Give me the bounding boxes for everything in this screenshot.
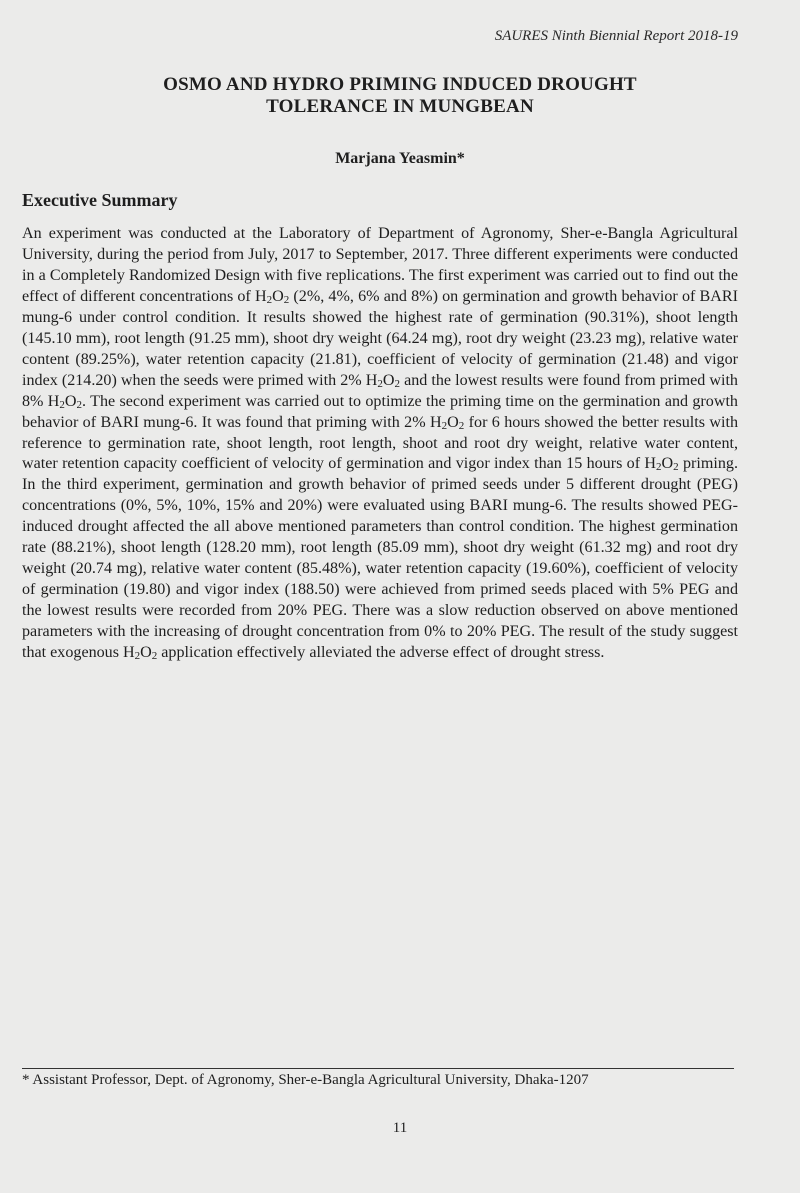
section-heading: Executive Summary	[22, 190, 178, 210]
text-run: and the lowest results were found from primed with 8%	[22, 371, 738, 410]
text-run: for 6 hours showed the better results with reference to germination rate, shoot length, root length, shoot and root dry weight, relative water content, water retention capacity coefficient of velocity of germination and vigor index than 15 hours of	[22, 413, 739, 473]
footnote: * Assistant Professor, Dept. of Agronomy, Sher-e-Bangla Agricultural University, Dhaka-1207	[22, 1072, 589, 1088]
chem-formula: $H_2O_2$	[254, 287, 290, 306]
summary-paragraph	[22, 224, 738, 664]
chem-formula: $H_2O_2$	[47, 392, 83, 411]
text-run: (2%, 4%, 6% and 8%) on germination and growth behavior of BARI mung-6 under control condition. It results showed the highest rate of germination (90.31%), shoot length (145.10 mm), root length (91.25 mm), shoot dry weight (64.24 mg), root dry weight (23.23 mg), relative water content (89.25%), water retention capacity (21.81), coefficient of velocity of germination (21.48) and vigor index (214.20) when the seeds were primed with 2%	[22, 287, 739, 389]
page-number: 11	[392, 1120, 408, 1136]
chem-formula: $H_2O_2$	[123, 644, 158, 663]
chem-formula: $H_2O_2$	[430, 413, 465, 432]
chem-formula: $H_2O_2$	[365, 371, 401, 390]
text-run: priming. In the third experiment, germination and growth behavior of primed seeds under 5 different drought (PEG) concentrations (0%, 5%, 10%, 15% and 20%) were evaluated using BARI mung-6. The results showed PEG- induced drought affected the all above mentioned parameters than control condition. The highest germination rate (88.21%), shoot length (128.20 mm), root length (85.09 mm), shoot dry weight (61.32 mg) and root dry weight (20.74 mg), relative water content (85.48%), water retention capacity (19.60%), coefficient of velocity of germination (19.80) and vigor index (188.50) were achieved from primed seeds placed with 5% PEG and the lowest results were recorded from 20% PEG. There was a slow reduction observed on above mentioned parameters with the increasing of drought concentration from 0% to 20% PEG. The result of the study suggest that exogenous	[22, 455, 738, 662]
text-run: application effectively alleviated the adverse effect of drought stress.	[157, 644, 605, 662]
title-line-1: OSMO AND HYDRO PRIMING INDUCED DROUGHT	[163, 74, 637, 95]
text-run: . The second experiment was carried out to optimize the priming time on the germination and growth behavior of BARI mung-6. It was found that priming with 2%	[22, 392, 738, 431]
footnote-divider	[22, 1068, 734, 1069]
article-title	[40, 74, 760, 118]
running-header: SAURES Ninth Biennial Report 2018-19	[494, 28, 738, 44]
text-run: An experiment was conducted at the Laboratory of Department of Agronomy, Sher-e-Bangla Agricultural University, during the period from July, 2017 to September, 2017. Three different experiments were conducted in a Completely Randomized Design with five replications. The first experiment was carried out to find out the effect of different concentrations of	[22, 225, 738, 305]
author-name: Marjana Yeasmin*	[335, 150, 465, 167]
title-line-2: TOLERANCE IN MUNGBEAN	[266, 96, 534, 117]
chem-formula: $H_2O_2$	[644, 455, 679, 474]
